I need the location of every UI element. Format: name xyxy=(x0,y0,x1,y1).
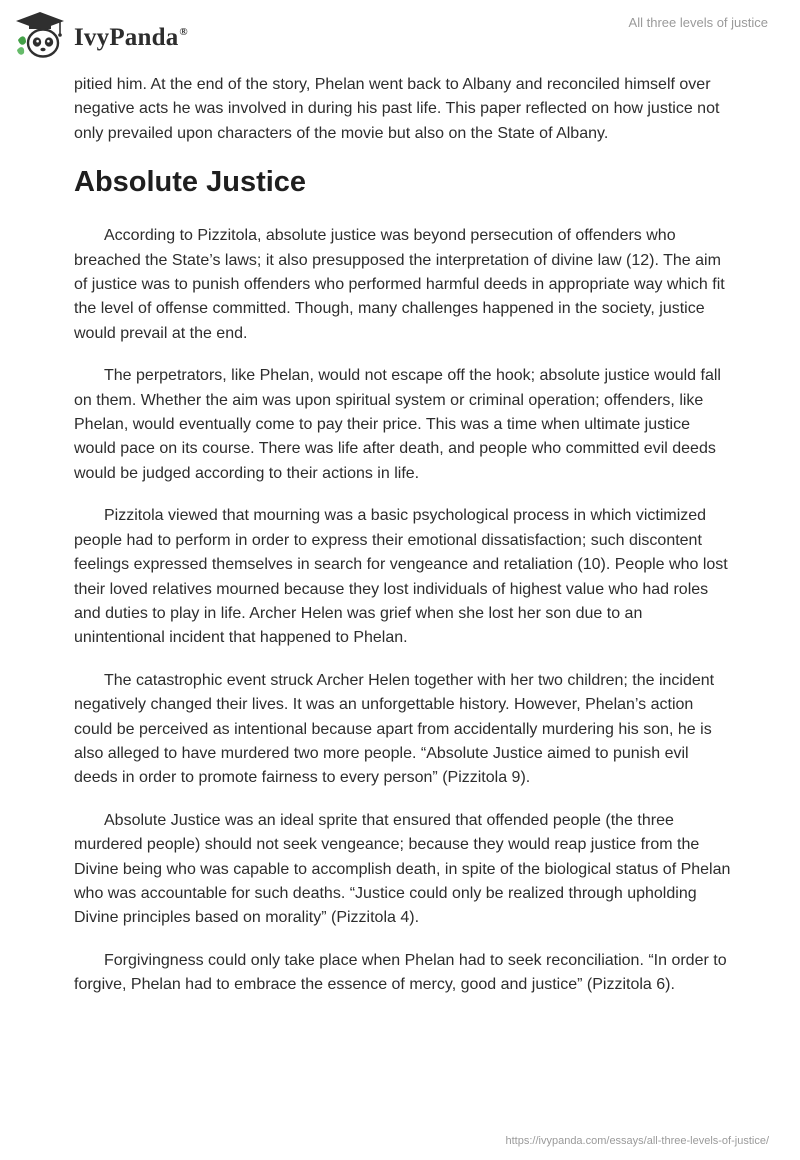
paragraph: Forgivingness could only take place when Phelan had to seek reconciliation. “In order to forgive, Phelan had to embrace the essence of mercy, good and justice” (Pizzitola 6). xyxy=(74,951,727,994)
article-body xyxy=(74,73,734,1016)
panda-graduate-icon xyxy=(14,10,66,60)
registered-mark: ® xyxy=(179,26,188,39)
brand-label: IvyPanda xyxy=(74,23,179,51)
paragraph: Pizzitola viewed that mourning was a basic psychological process in which victimized people had to perform in order to express their emotional dissatisfaction; such discontent feelings expressed themselves in search for vengeance and retaliation (10). People who lost their loved relatives mourned because they lost individuals of highest value who had roles and duties to play in life. Archer Helen was grief when she lost her son due to an unintentional incident that happened to Phelan. xyxy=(74,507,728,647)
section-heading: Absolute Justice xyxy=(74,166,307,199)
document-title: All three levels of justice xyxy=(628,15,768,30)
ivypanda-logo[interactable] xyxy=(14,10,188,60)
intro-paragraph: pitied him. At the end of the story, Phelan went back to Albany and reconciled himself over negative acts he was involved in during his past life. This paper reflected on how justice not only prevailed upon characters of the movie but also on the State of Albany. xyxy=(74,76,720,142)
brand-name xyxy=(74,25,188,50)
paragraph: According to Pizzitola, absolute justice was beyond persecution of offenders who breached the State’s laws; it also presupposed the interpretation of divine law (12). The aim of justice was to punish offenders who performed harmful deeds in appropriate way which fit the level of offense committed. Though, many challenges happened in the society, justice would prevail at the end. xyxy=(74,227,725,342)
paragraph: The catastrophic event struck Archer Helen together with her two children; the incident negatively changed their lives. It was an unforgettable history. However, Phelan’s action could be perceived as intentional because apart from accidentally murdering his son, he is also alleged to have murdered two more people. “Absolute Justice aimed to punish evil deeds in order to promote fairness to every person” (Pizzitola 9). xyxy=(74,671,715,787)
paragraph: Absolute Justice was an ideal sprite that ensured that offended people (the three murdered people) should not seek vengeance; because they would reap justice from the Divine being who was capable to accomplish death, in spite of the biological status of Phelan who was accountable for such deaths. “Justice could only be realized through upholding Divine principles based on morality” (Pizzitola 4). xyxy=(74,811,731,927)
paragraph: The perpetrators, like Phelan, would not escape off the hook; absolute justice would fall on them. Whether the aim was upon spiritual system or criminal operation; offenders, like Phelan, would eventually come to pay their price. This was a time when ultimate justice would pace on its course. There was life after death, and people who committed evil deeds would be judged according to their actions in life. xyxy=(74,367,721,482)
source-url[interactable]: https://ivypanda.com/essays/all-three-levels-of-justice/ xyxy=(505,1135,769,1147)
page-header xyxy=(0,0,800,70)
